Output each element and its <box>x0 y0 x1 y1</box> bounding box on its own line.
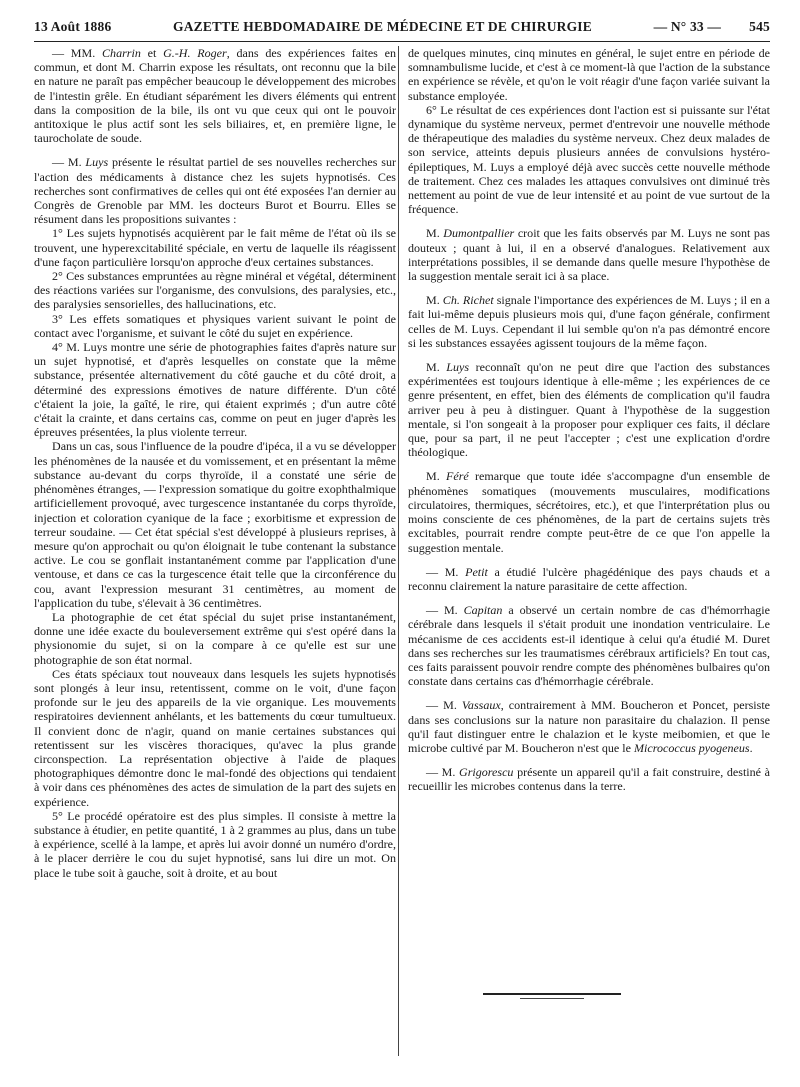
section-end-rule <box>483 993 621 995</box>
proposition-3: 3° Les effets somatiques et physiques varient suivant le point de contact avec l'organisme, et suivant le côté du sujet en expérience. <box>34 311 396 340</box>
author-name: Capitan <box>463 603 503 618</box>
paragraph-richet: M. Ch. Richet signale l'importance des expériences de M. Luys ; il en a fait lui-même depuis plusieurs mois qui, d'une façon générale, confirment celles de M. Luys. Cependant il lui semble qu'on n'a pas démontré encore si les substances essayées agissent toujours de la même façon. <box>408 293 770 350</box>
paragraph-grigorescu: — M. Grigorescu présente un appareil qu'il a fait construire, destiné à recueillir les microbes contenus dans la terre. <box>408 765 770 794</box>
paragraph-luys-intro: — M. Luys présente le résultat partiel de ses nouvelles recherches sur l'action des médicaments à distance chez les sujets hypnotisés. Ces recherches sont confirmatives de celles qui ont été exposées l'an dernier au Congrès de Grenoble par MM. les docteurs Burot et Bourru. Elles se résument dans les propositions suivantes : <box>34 155 396 227</box>
paragraph-charrin-roger: — MM. Charrin et G.-H. Roger, dans des expériences faites en commun, et dont M. Charrin expose les résultats, ont reconnu que la bile en nature ne paraît pas empêcher beaucoup le développement des microbes de l'intestin grêle. En étudiant séparément les divers éléments qui entrent dans la composition de la bile, ils ont vu que ceux qui ont le pouvoir antitoxique le plus actif sont les sels biliaires, et, en première ligne, le taurocholate de soude. <box>34 46 396 146</box>
paragraph-etats-speciaux: Ces états spéciaux tout nouveaux dans lesquels les sujets hypnotisés sont plongés à leur insu, retentissent, comme on le voit, d'une façon profonde sur le jeu des appareils de la vie organique. Les mouvements respiratoires deviennent anhélants, et les battements du cœur tumultueux. Il convient donc de n'agir, quand on manie certaines substances qui retentissent sur les viscères thoraciques, qu'avec la plus grande circonspection. La représentation objective à l'aide de plaques photographiques démontre donc le mal-fondé des objections qui tendaient à voir dans ces phénomènes des actes de simulation de la part des sujets en expérience. <box>34 666 396 809</box>
running-header <box>34 14 770 40</box>
author-name: Luys <box>446 360 470 375</box>
author-name: Ch. Richet <box>442 293 494 308</box>
author-name: Grigorescu <box>459 765 514 780</box>
paragraph-petit: — M. Petit a étudié l'ulcère phagédénique des pays chauds et a reconnu clairement la nature parasitaire de cette affection. <box>408 564 770 593</box>
column-divider <box>398 46 399 1056</box>
proposition-5: 5° Le procédé opératoire est des plus simples. Il consiste à mettre la substance à étudier, en petite quantité, 1 à 2 grammes au plus, dans un tube à expérience, scellé à la lampe, et après lui avoir donné un numéro d'ordre, à le placer derrière le cou du sujet hypnotisé, sans lui dire un mot. On place le tube soit à gauche, soit à droite, et au bout <box>34 808 396 880</box>
proposition-4: 4° M. Luys montre une série de photographies faites d'après nature sur un sujet hypnotisé, et d'après lesquelles on constate que la même substance, présentée alternativement du côté gauche et du côté droit, a déterminé des expressions émotives de nature différente. D'un côté c'étaient la joie, la gaîté, le rire, qui étaient exprimés ; d'un autre côté c'était la crainte, et dans certains cas, comme on peut en juger d'après les épreuves présentées, la plus violente terreur. <box>34 340 396 440</box>
paragraph-fere: M. Féré remarque que toute idée s'accompagne d'un ensemble de phénomènes somatiques (mouvements musculaires, modifications circulatoires, thermiques, sécrétoires, etc.), et que l'interprétation plus ou moins consciente de ces phénomènes, de la part de certains sujets très excitables, pourrait rendre compte peut-être de ce que l'on appelle la suggestion mentale. <box>408 469 770 555</box>
paragraph-dumontpallier: M. Dumontpallier croit que les faits observés par M. Luys ne sont pas douteux ; quant à lui, il en a observé d'analogues. Relativement aux interprétations possibles, il se demande dans quelle mesure l'hypothèse de la suggestion mentale serait ici à sa place. <box>408 226 770 284</box>
paragraph-photographie: La photographie de cet état spécial du sujet prise instantanément, donne une idée exacte du bouleversement extrême qui s'est opéré dans la physionomie du sujet, si on la compare à ce qu'elle est sur une photographie de son état normal. <box>34 609 396 667</box>
author-name: Charrin <box>102 46 141 60</box>
header-rule <box>34 41 770 42</box>
issue-number: — N° 33 — <box>653 19 722 34</box>
author-name: Féré <box>445 469 469 484</box>
author-name: Dumontpallier <box>443 226 515 241</box>
proposition-2: 2° Ces substances empruntées au règne minéral et végétal, déterminent des réactions variées sur l'organisme, des convulsions, des paralysies, etc., des paralysies sensorielles, des hallucinations, etc. <box>34 269 396 312</box>
paragraph-vassaux: — M. Vassaux, contrairement à MM. Boucheron et Poncet, persiste dans ses conclusions sur la nature non parasitaire du chalazion. Il pense qu'il faut distinguer entre le chalazion et le kyste meibomien, et que le microbe cultivé par M. Boucheron n'est que le Micrococcus pyogeneus. <box>408 698 771 755</box>
page-number: 545 <box>749 19 770 34</box>
paragraph-continuation: de quelques minutes, cinq minutes en général, le sujet entre en période de somnambulisme lucide, et c'est à ce moment-là que l'action de la substance en expérience se révèle, et qu'on le voit réagir d'une façon variée suivant la substance employée. <box>408 46 770 103</box>
right-column <box>408 46 770 794</box>
paragraph-ipeca: Dans un cas, sous l'influence de la poudre d'ipéca, il a vu se développer les phénomènes de la nausée et du vomissement, et en présentant la même substance au-devant du corps thyroïde, il a constaté une série de phénomènes étranges, — l'expression somatique du goitre exophthalmique artificiellement provoqué, avec turgescence instantanée du corps thyroïde, injection et coloration cyanique de la face ; exorbitisme et expression de terreur soudaine. — Cet état spécial s'est développé à plusieurs reprises, à mesure qu'on approchait ou qu'on éloignait le tube contenant la substance active. Le cou se gonflait instantanément comme par l'application d'une ventouse, et dans ce cas la turgescence était telle que la circonférence du cou, avant l'expression mesurant 31 centimètres, au moment de l'application du tube, s'élevait à 36 centimètres. <box>34 439 396 610</box>
author-name: G.-H. Roger <box>163 46 227 60</box>
author-name: Petit <box>465 564 488 579</box>
paragraph-luys-reply: M. Luys reconnaît qu'on ne peut dire que l'action des substances expérimentées est toujours identique à elle-même ; les expériences de ce genre présentent, en effet, bien des éléments de complication qu'il faudra arriver peu à peu à distinguer. Quant à l'hypothèse de la suggestion mentale, si l'on songeait à la proposer pour expliquer ces faits, il déclare que, pour sa part, il ne peut l'accepter ; c'est une explication d'ordre théologique. <box>408 360 770 460</box>
microbe-name: Micrococcus pyogeneus <box>633 740 750 755</box>
proposition-1: 1° Les sujets hypnotisés acquièrent par le fait même de l'état où ils se trouvent, une hyperexcitabilité spéciale, en vertu de laquelle ils réagissent d'une façon particulière lorsqu'on approche d'eux certaines substances. <box>34 226 396 269</box>
proposition-6: 6° Le résultat de ces expériences dont l'action est si puissante sur l'état dynamique du système nerveux, permet d'entrevoir une nouvelle méthode de thérapeutique des maladies du système nerveux. Chez deux malades de son service, atteints depuis plusieurs années de convulsions hystéro-épileptiques, M. Luys a employé déjà avec succès cette nouvelle méthode de traitement. Chez ces malades les attaques convulsives ont diminué très nettement au point de vue de leur intensité et au point de vue surtout de la fréquence. <box>408 102 770 217</box>
author-name: Luys <box>85 155 109 170</box>
header-date: 13 Août 1886 <box>34 19 112 34</box>
author-name: Vassaux <box>461 698 501 713</box>
paragraph-capitan: — M. Capitan a observé un certain nombre de cas d'hémorrhagie cérébrale dans lesquels il s'était produit une inondation ventriculaire. Le mécanisme de ces accidents est-il identique à celui qu'a étudié M. Duret dans ses recherches sur les traumatismes cérébraux artificiels? En tout cas, ces faits paraissent pouvoir rendre compte des phénomènes bulbaires qu'on constate dans certains cas d'hémorrhagie cérébrale. <box>408 603 771 689</box>
section-end-rule-thin <box>520 998 584 999</box>
left-column <box>34 46 396 880</box>
journal-title: GAZETTE HEBDOMADAIRE DE MÉDECINE ET DE CHIRURGIE <box>173 19 592 34</box>
